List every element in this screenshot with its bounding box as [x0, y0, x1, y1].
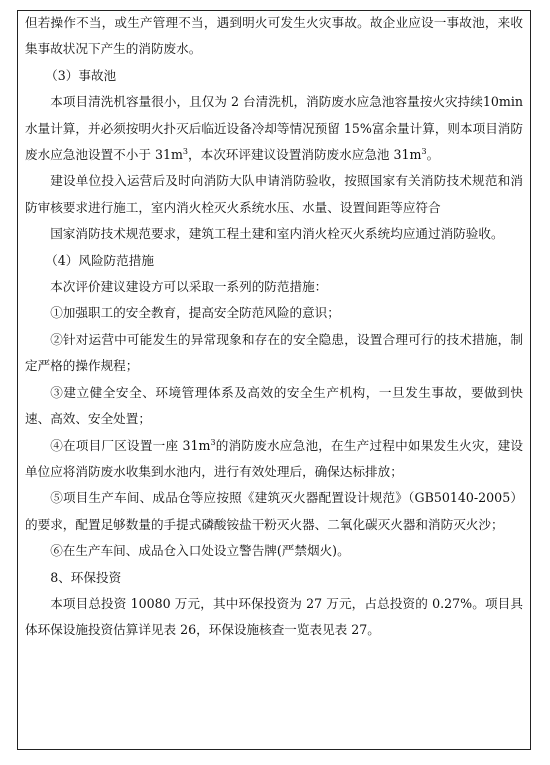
document-body: [17, 10, 531, 644]
measure-item-6: ⑥在生产车间、成品仓入口处设立警告牌(严禁烟火)。: [50, 543, 350, 559]
pool-capacity-text-3: 。: [426, 147, 440, 163]
paragraph-fire-risk: 但若操作不当，或生产管理不当，遇到明火可发生火灾事故。故企业应设一事故池，来收集事故状况下产生的消防废水。: [25, 15, 523, 57]
superscript: 3: [182, 147, 189, 157]
heading-risk-prevention: （4）风险防范措施: [45, 252, 154, 268]
heading-environmental-investment: 8、环保投资: [50, 569, 122, 585]
measure-item-3: ③建立健全安全、环境管理体系及高效的安全生产机构，一旦发生事故，要做到快速、高效、安全处置；: [25, 384, 523, 427]
measure-4-text: ④在项目厂区设置一座 31m: [50, 437, 211, 453]
pool-capacity-text-2: ，本次环评建议设置消防废水应急池 31m: [188, 147, 422, 163]
paragraph-investment: 本项目总投资 10080 万元，其中环保投资为 27 万元，占总投资的 0.27%。项目具体环保设施投资估算详见表 26，环保设施核查一览表见表 27。: [25, 595, 523, 638]
measure-4-text-2: 的消防废水应急池，在生产过程中如果发生火灾，建设单位应将消防废水收集到水池内，进行有效处理后，确保达标排放；: [25, 437, 523, 479]
measure-item-2: ②针对运营中可能发生的异常现象和存在的安全隐患，设置合理可行的技术措施，制定严格的操作规程；: [25, 331, 523, 374]
paragraph-fire-acceptance: 建设单位投入运营后及时向消防大队申请消防验收，按照国家有关消防技术规范和消防审核要求进行施工，室内消火栓灭火系统水压、水量、设置间距等应符合: [25, 173, 523, 215]
paragraph-fire-standards: 国家消防技术规范要求，建筑工程土建和室内消火栓灭火系统均应通过消防验收。: [50, 226, 504, 242]
superscript: 3: [210, 437, 216, 447]
paragraph-pool-capacity: [25, 89, 523, 168]
measure-item-1: ①加强职工的安全教育，提高安全防范风险的意识；: [50, 305, 340, 321]
pool-capacity-text: 本项目清洗机容量很小，且仅为 2 台清洗机，消防废水应急池容量按火灾持续10min 水量计算，并必须按明火扑灭后临近设备冷却等情况预留 15%富余量计算，则本项目消防废水应急池设置不小于 31m: [25, 94, 523, 163]
measure-item-4: [25, 433, 523, 486]
paragraph-measures-intro: 本次评价建议建设方可以采取一系列的防范措施：: [50, 279, 328, 295]
heading-accident-pool: （3）事故池: [45, 67, 117, 83]
measure-item-5: ⑤项目生产车间、成品仓等应按照《建筑灭火器配置设计规范》（GB50140-2005）的要求，配置足够数量的手提式磷酸铵盐干粉灭火器、二氧化碳灭火器和消防灭火沙；: [25, 490, 523, 532]
superscript: 3: [421, 147, 427, 157]
